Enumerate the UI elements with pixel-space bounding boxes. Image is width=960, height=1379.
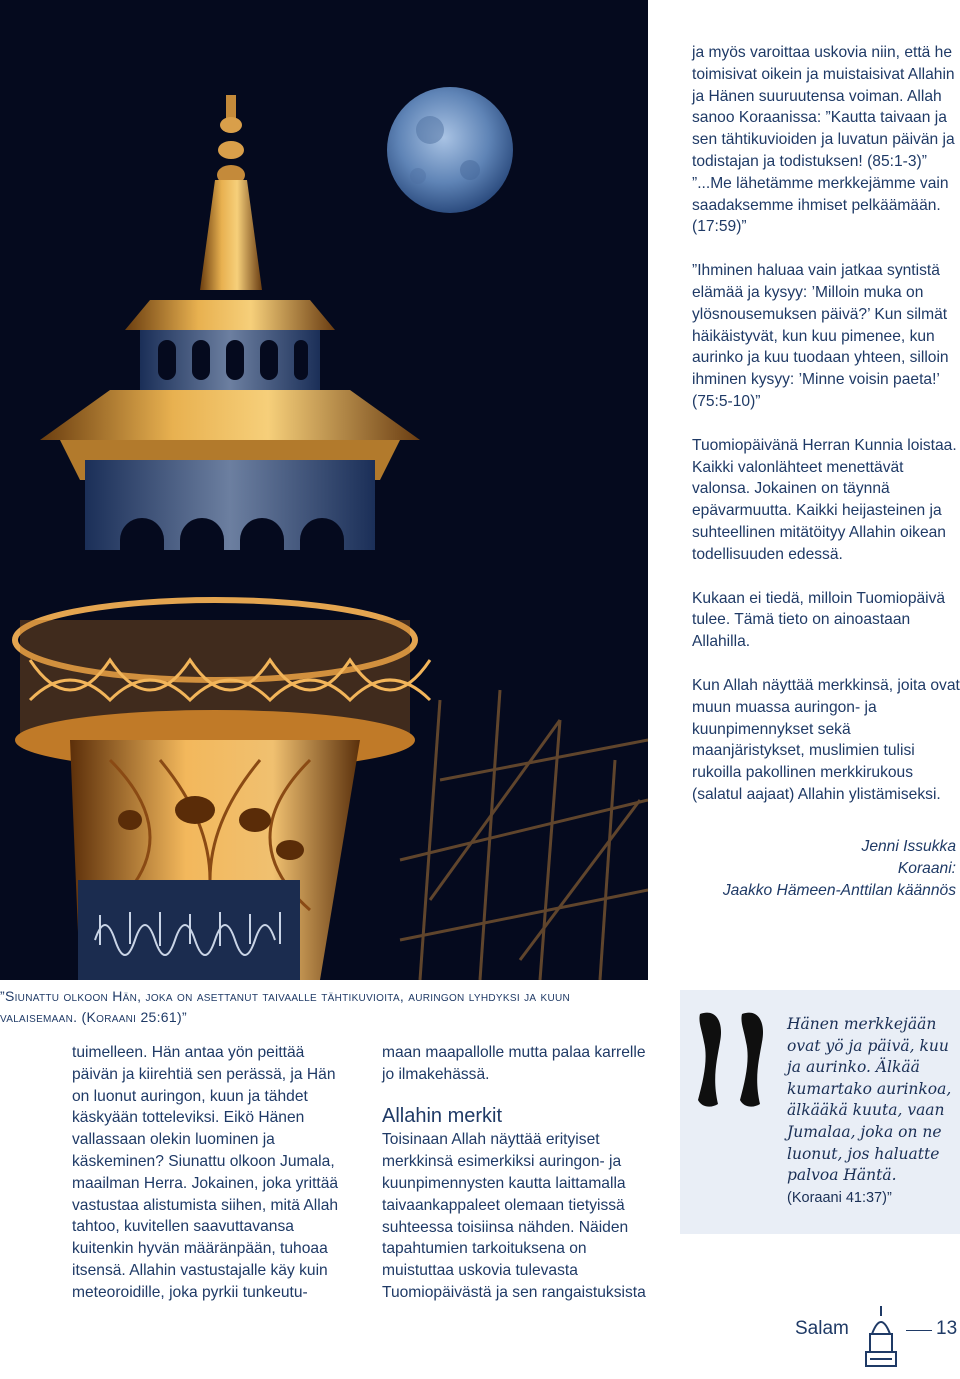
pull-quote-reference: (Koraani 41:37)” xyxy=(787,1189,892,1206)
photo-caption: ”Siunattu olkoon Hän, joka on asettanut taivaalle tähtikuvioita, auringon lyhdyksi ja kuun valaisemaan. (Koraani 25:61)” xyxy=(0,988,571,1025)
right-paragraph-1: ja myös varoittaa uskovia niin, että he toimisivat oikein ja muistaisivat Allahin ja Hänen suuruutensa voiman. Allah sanoo Koraanissa: ”Kautta taivaan ja sen tähtikuvioiden ja luvatun päivän ja todistajan ja todistuksen! (85:1-3)” ”...Me lähetämme merkkejämme vain saadaksemme ihmiset pelkäämään. (17:59)” xyxy=(692,44,955,236)
moon xyxy=(387,87,513,213)
minaret-moon-photo xyxy=(0,0,648,980)
right-paragraph-5: Kun Allah näyttää merkkinsä, joita ovat muun muassa auringon- ja kuunpimennykset sekä maanjäristykset, muslimien tulisi rukoilla pakollinen merkkirukous (salatul aajaat) Allahin ylistämiseksi. xyxy=(692,676,960,803)
source-title: Koraani: xyxy=(897,860,956,877)
right-paragraph-2: ”Ihminen haluaa vain jatkaa syntistä elämää ja kysyy: ’Milloin muka on ylösnousemuksen päivä?’ Kun silmät häikäistyvät, kun kuu pimenee, kun aurinko ja kuu tuodaan yhteen, silloin ihminen kysyy: ’Minne voisin paeta!’ (75:5-10)” xyxy=(692,262,949,410)
article-credits xyxy=(723,836,956,902)
pull-quote xyxy=(787,1014,957,1209)
translator-name: Jaakko Hämeen-Anttilan käännös xyxy=(722,882,956,899)
footer-divider xyxy=(906,1330,932,1331)
author-name: Jenni Issukka xyxy=(861,838,956,855)
right-paragraph-3: Tuomiopäivänä Herran Kunnia loistaa. Kaikki valonlähteet menettävät valonsa. Jokainen on täynnä epävarmuutta. Kaikki heijasteinen ja suhteellinen mitätöityy Allahin oikean todellisuuden edessä. xyxy=(692,436,957,563)
magazine-name: Salam xyxy=(795,1318,849,1339)
bottom-middle-column xyxy=(382,1042,650,1326)
bottom-middle-intro: maan maapallolle mutta palaa karrelle jo ilmakehässä. xyxy=(382,1044,646,1083)
section-heading: Allahin merkit xyxy=(382,1104,503,1127)
bottom-left-column xyxy=(72,1042,340,1326)
bottom-left-paragraph: tuimelleen. Hän antaa yön peittää päivän ja kiirehtiä sen perässä, ja Hän on luonut auringon, kuun ja tähdet käskyään totteleviksi. Eikö Hänen vallassaan olekin luominen ja käskeminen? Siunattu olkoon Jumala, maailman Herra. Jokainen, joka yrittää vastustaa alistumista siihen, mitä Allah tahtoo, kuvitellen saavuttavansa kuitenkin hyvän määränpään, tuhoaa itsensä. Allahin vastustajalle käy kuin meteoroidille, joka pyrkii tunkeutu- xyxy=(72,1044,339,1301)
quote-marks-icon xyxy=(690,1008,782,1123)
bottom-middle-body: Toisinaan Allah näyttää erityiset merkkinsä esimerkiksi auringon- ja kuunpimennysten kautta laittamalla taivaankappaleet olemaan tietyissä suhteessa toisiinsa nähden. Näiden tapahtumien tarkoituksena on muistuttaa uskovia tulevasta Tuomiopäivästä ja sen rangaistuksista xyxy=(382,1131,646,1301)
right-text-column xyxy=(692,42,960,828)
minaret-illustration xyxy=(0,0,648,980)
right-paragraph-4: Kukaan ei tiedä, milloin Tuomiopäivä tulee. Tämä tieto on ainoastaan Allahilla. xyxy=(692,589,946,651)
mosque-logo-icon xyxy=(858,1304,904,1379)
page-number: 13 xyxy=(936,1318,958,1339)
pull-quote-text: Hänen merkkejään ovat yö ja päivä, kuu ja aurinko. Älkää kumartako aurinkoa, älkääkä kuuta, vaan Jumalaa, joka on ne luonut, jos haluatte palvoa Häntä. xyxy=(787,1015,952,1185)
